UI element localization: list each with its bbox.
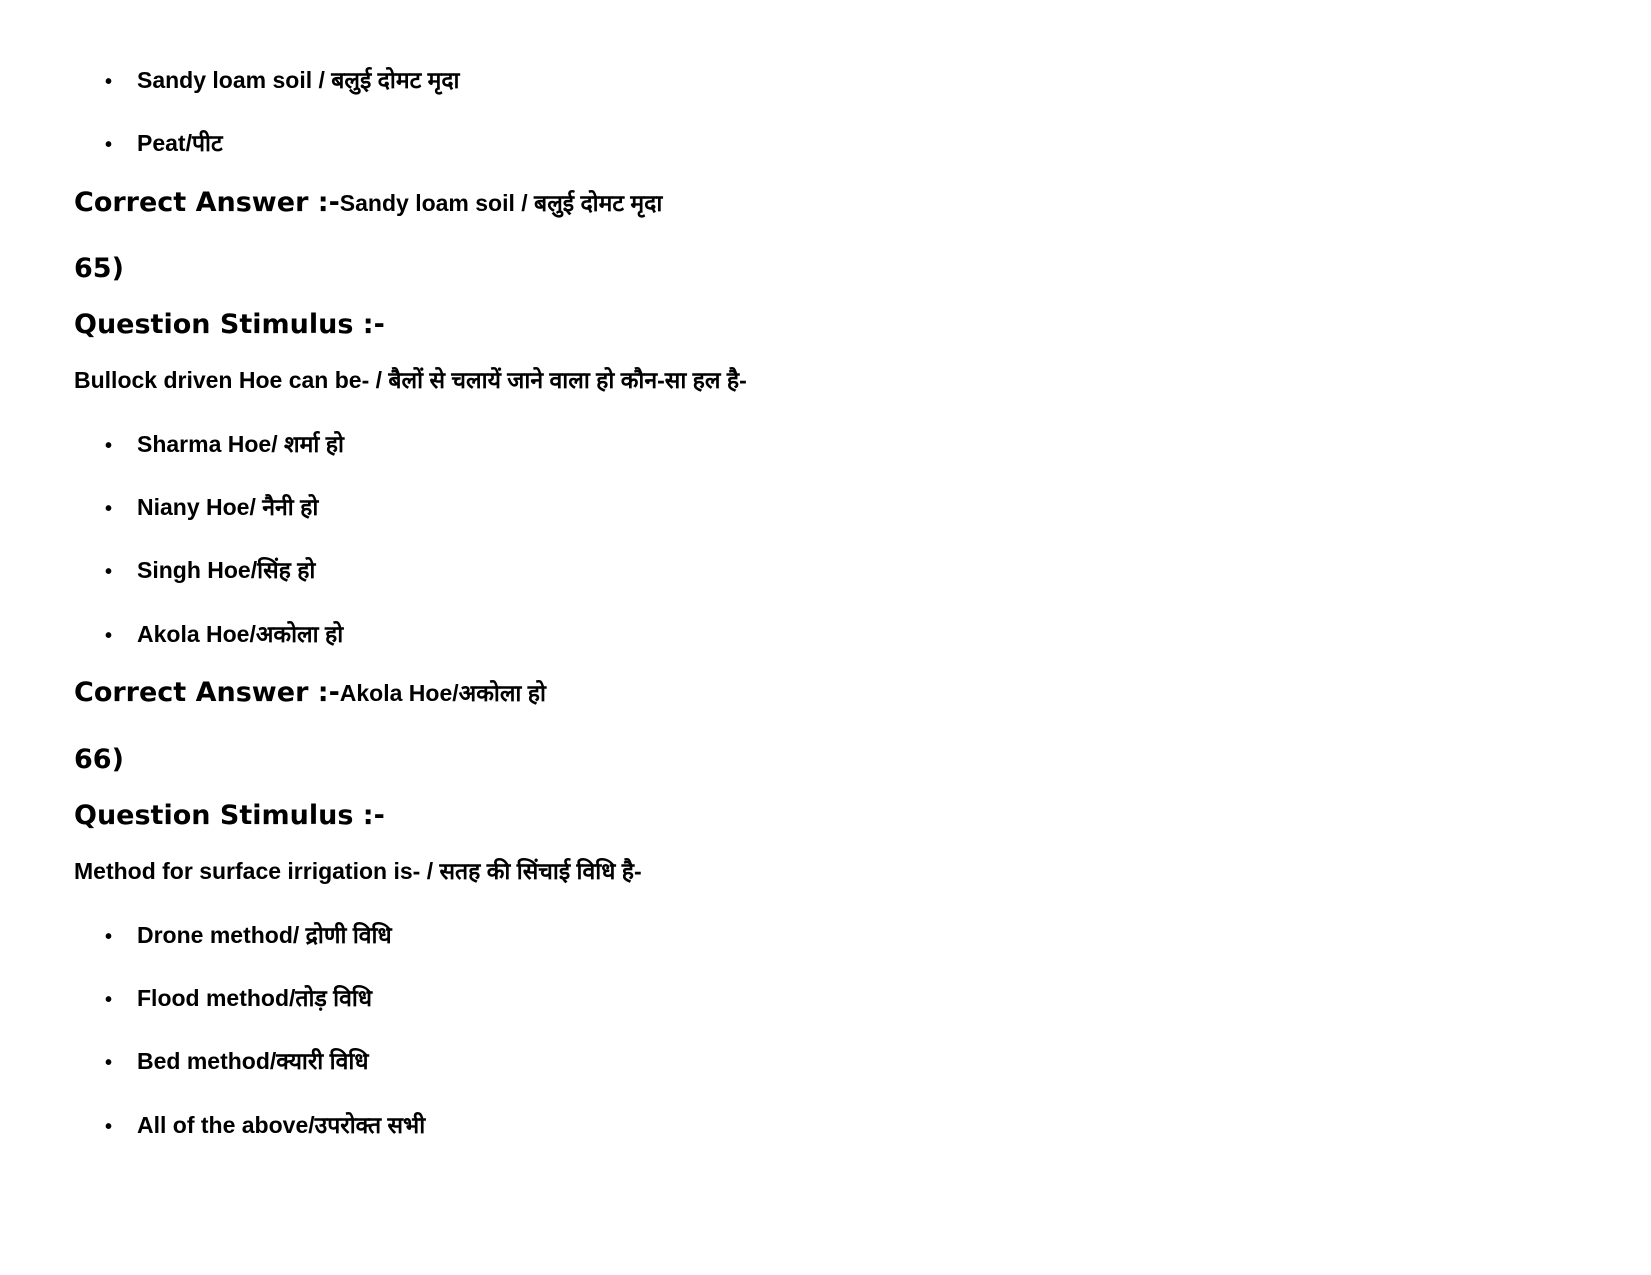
question-stimulus-label: Question Stimulus :- — [74, 309, 385, 340]
bullet-icon: • — [105, 498, 113, 520]
option-item — [105, 65, 460, 97]
bullet-icon: • — [105, 1052, 113, 1074]
option-text: Drone method/ द्रोणी विधि — [137, 922, 392, 948]
question-number: 65) — [74, 253, 124, 284]
option-text: Peat/पीट — [137, 130, 223, 156]
bullet-icon: • — [105, 435, 113, 457]
bullet-icon: • — [105, 561, 113, 583]
option-text: Niany Hoe/ नैनी हो — [137, 494, 319, 520]
option-text: All of the above/उपरोक्त सभी — [137, 1112, 426, 1138]
correct-answer-label: Correct Answer :- — [74, 677, 340, 708]
option-item — [105, 619, 343, 651]
option-item — [105, 920, 392, 952]
bullet-icon: • — [105, 989, 113, 1011]
bullet-icon: • — [105, 71, 113, 93]
option-text: Sandy loam soil / बलुई दोमट मृदा — [137, 67, 460, 93]
question-stimulus-label: Question Stimulus :- — [74, 800, 385, 831]
option-text: Sharma Hoe/ शर्मा हो — [137, 431, 344, 457]
bullet-icon: • — [105, 926, 113, 948]
option-item — [105, 1110, 425, 1142]
correct-answer — [74, 186, 662, 224]
bullet-icon: • — [105, 1116, 113, 1138]
option-item — [105, 1046, 368, 1078]
bullet-icon: • — [105, 625, 113, 647]
question-number: 66) — [74, 744, 124, 775]
option-text: Singh Hoe/सिंह हो — [137, 557, 316, 583]
correct-answer-label: Correct Answer :- — [74, 187, 340, 218]
option-text: Bed method/क्यारी विधि — [137, 1048, 369, 1074]
correct-answer-value: Sandy loam soil / बलुई दोमट मृदा — [339, 190, 663, 216]
option-item — [105, 555, 315, 587]
bullet-icon: • — [105, 134, 113, 156]
option-item — [105, 128, 223, 160]
option-text: Akola Hoe/अकोला हो — [137, 621, 344, 647]
option-item — [105, 492, 318, 524]
question-stimulus-text: Method for surface irrigation is- / सतह की सिंचाई विधि है- — [74, 858, 642, 884]
correct-answer — [74, 676, 546, 714]
correct-answer-value: Akola Hoe/अकोला हो — [339, 680, 546, 706]
option-item — [105, 429, 344, 461]
option-item — [105, 983, 372, 1015]
option-text: Flood method/तोड़ विधि — [137, 985, 373, 1011]
question-stimulus-text: Bullock driven Hoe can be- / बैलों से चलायें जाने वाला हो कौन-सा हल है- — [74, 367, 747, 393]
